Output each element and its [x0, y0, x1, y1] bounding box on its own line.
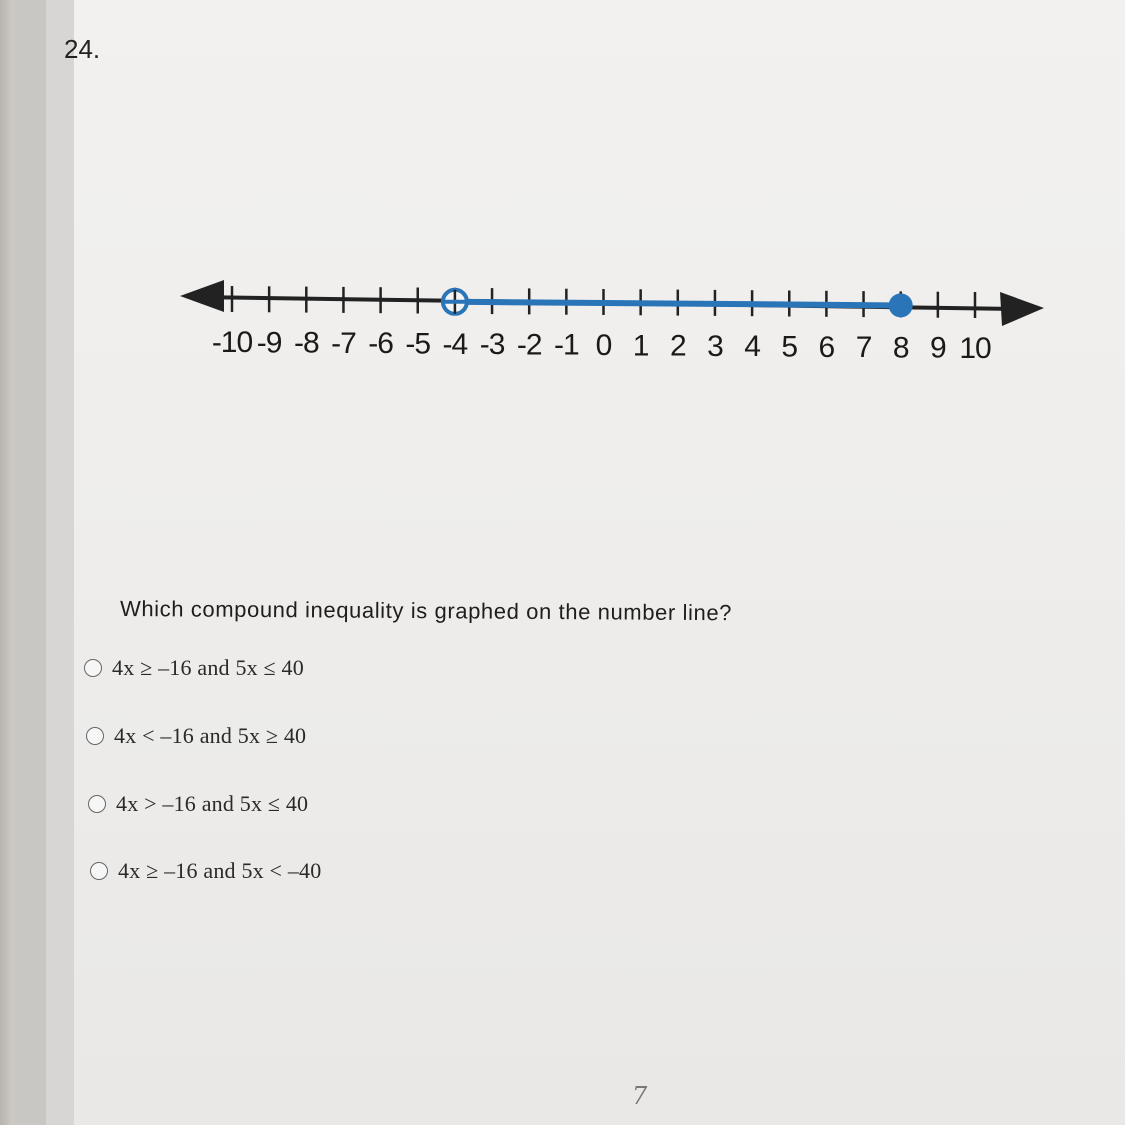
tick-label: 7: [855, 331, 872, 365]
radio-button[interactable]: [88, 795, 106, 813]
closed-dot-endpoint: [889, 293, 913, 317]
question-number: 24.: [64, 34, 101, 64]
tick-label: 1: [632, 329, 649, 363]
tick-label: -9: [256, 326, 282, 360]
radio-button[interactable]: [90, 862, 108, 880]
option-label: 4x > –16 and 5x ≤ 40: [116, 791, 309, 816]
tick-label: 2: [669, 329, 686, 363]
tick-label: -6: [368, 327, 393, 361]
number-line-graph: [0, 0, 1125, 420]
tick-label: -2: [516, 328, 542, 362]
tick-label: 0: [595, 329, 612, 362]
pen-mark: 7: [632, 1082, 648, 1110]
option-label: 4x ≥ –16 and 5x ≤ 40: [112, 655, 304, 680]
tick-label: -5: [405, 327, 431, 361]
option-label: 4x < –16 and 5x ≥ 40: [114, 723, 307, 748]
tick-label: -7: [331, 326, 356, 360]
question-text: Which compound inequality is graphed on the number line?: [119, 596, 733, 626]
tick-label: -4: [442, 327, 468, 361]
tick-label: 6: [818, 330, 835, 364]
option-label: 4x ≥ –16 and 5x < –40: [118, 858, 322, 883]
tick-label: -1: [554, 328, 579, 362]
left-arrow: [180, 280, 224, 312]
radio-button[interactable]: [86, 727, 104, 745]
right-arrow: [1000, 292, 1044, 326]
tick-label: 8: [892, 331, 909, 365]
tick-label: 5: [781, 330, 798, 364]
option-2[interactable]: [86, 723, 306, 749]
radio-button[interactable]: [84, 659, 102, 677]
tick-label: 4: [744, 330, 760, 364]
option-4[interactable]: [90, 858, 321, 884]
tick-label: 10: [959, 332, 991, 365]
tick-label: -10: [211, 326, 253, 359]
tick-label: -8: [293, 326, 319, 360]
option-1[interactable]: [84, 655, 304, 681]
option-3[interactable]: [88, 791, 308, 817]
solution-segment: [455, 302, 901, 306]
tick-label: 9: [930, 331, 946, 365]
tick-label: 3: [707, 329, 723, 363]
tick-label: -3: [479, 328, 505, 362]
